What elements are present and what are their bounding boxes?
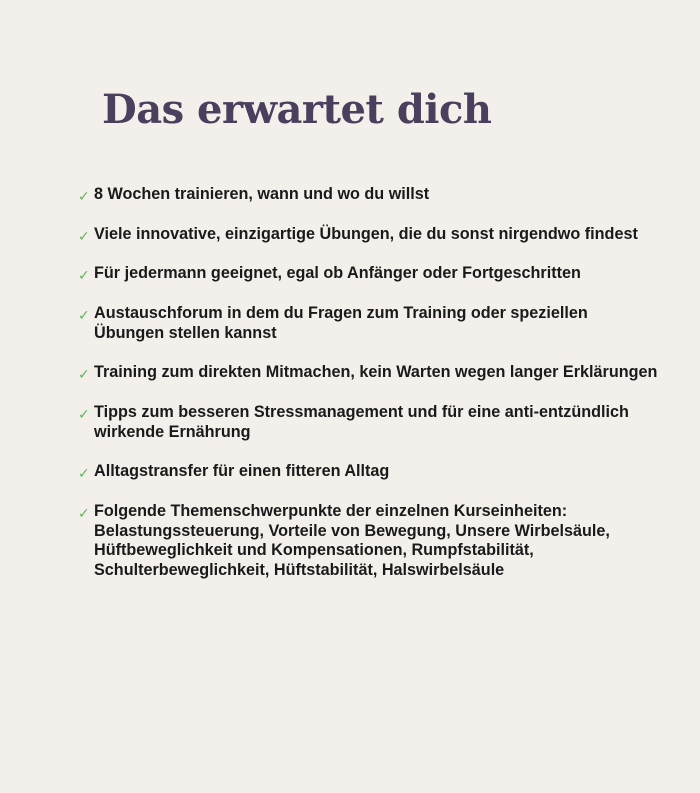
check-mark-icon: ✓	[78, 189, 90, 205]
check-mark-icon: ✓	[78, 367, 90, 384]
check-mark-icon: ✓	[78, 505, 90, 522]
check-mark-icon: ✓	[78, 228, 90, 245]
list-item	[78, 225, 658, 245]
list-item	[78, 462, 658, 482]
check-mark-icon: ✓	[78, 307, 90, 324]
list-item-text: Für jedermann geeignet, egal ob Anfänger oder Fortgeschritten	[94, 264, 581, 283]
check-mark-icon: ✓	[78, 466, 90, 483]
list-item	[78, 403, 658, 443]
list-item-text: Austauschforum in dem du Fragen zum Training oder speziellen Übungen stellen kannst	[94, 303, 588, 342]
list-item	[78, 304, 658, 344]
list-item-text: Alltagstransfer für einen fitteren Alltag	[94, 462, 390, 481]
feature-list	[78, 185, 658, 601]
list-item	[78, 502, 658, 581]
list-item-text: Tipps zum besseren Stressmanagement und für eine anti-entzündlich wirkende Ernährung	[94, 402, 629, 441]
check-mark-icon: ✓	[78, 268, 90, 285]
list-item-text: Training zum direkten Mitmachen, kein Warten wegen langer Erklärungen	[94, 363, 658, 382]
list-item	[78, 363, 658, 383]
check-mark-icon: ✓	[78, 406, 90, 423]
list-item-text: Viele innovative, einzigartige Übungen, die du sonst nirgendwo findest	[94, 224, 638, 243]
list-item	[78, 185, 658, 205]
list-item-text: 8 Wochen trainieren, wann und wo du willst	[94, 185, 430, 203]
list-item	[78, 264, 658, 284]
page-title: Das erwartet dich	[102, 86, 492, 133]
list-item-text: Folgende Themenschwerpunkte der einzelnen Kurseinheiten: Belastungssteuerung, Vorteile von Bewegung, Unsere Wirbelsäule, Hüftbeweglichkeit und Kompensationen, Rumpfstabilität, Schulterbeweglichkeit, Hüftstabilität, Halswirbelsäule	[94, 501, 610, 580]
